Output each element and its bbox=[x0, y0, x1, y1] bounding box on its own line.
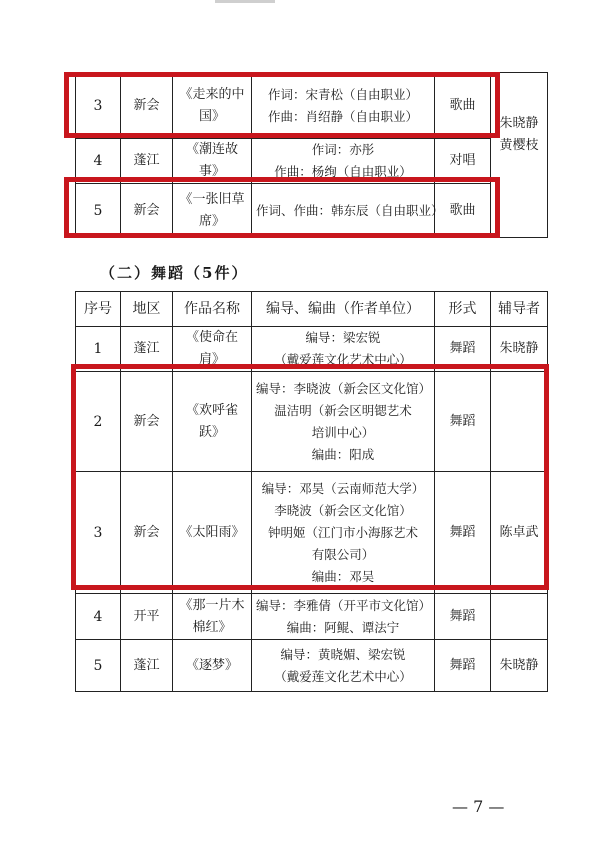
work-title-line: 《使命在肩》 bbox=[185, 330, 238, 367]
table-row bbox=[76, 472, 548, 594]
author-line: 作曲：肖绍静（自由职业） bbox=[267, 108, 418, 124]
table-row bbox=[76, 184, 548, 238]
form-cell: 舞蹈 bbox=[435, 372, 491, 472]
author-line: 培训中心） bbox=[311, 424, 375, 440]
row-number: 5 bbox=[76, 184, 121, 238]
row-number: 2 bbox=[76, 372, 121, 472]
work-title-line: 棉红》 bbox=[192, 619, 232, 635]
work-title-cell bbox=[173, 73, 252, 139]
work-title-line: 《一张旧草 bbox=[179, 191, 245, 207]
author-line: 编导：梁宏锐 bbox=[305, 330, 381, 345]
work-title-cell bbox=[173, 139, 252, 184]
section-title: （二）舞蹈（5件） bbox=[100, 264, 249, 282]
work-title-line: 国》 bbox=[198, 108, 225, 124]
work-title-line: 《潮连故事》 bbox=[185, 142, 238, 179]
tutor-cell: 陈卓武 bbox=[491, 472, 548, 594]
area-cell: 开平 bbox=[121, 594, 173, 640]
table-row bbox=[76, 594, 548, 640]
form-cell: 对唱 bbox=[435, 139, 491, 184]
author-line: 钟明姬（江门市小海豚艺术 bbox=[267, 524, 418, 540]
author-line: 编导：邓昊（云南师范大学） bbox=[261, 480, 425, 496]
author-cell bbox=[252, 184, 444, 238]
work-title-line: 席》 bbox=[198, 213, 225, 229]
author-line: 李晓波（新会区文化馆） bbox=[274, 502, 412, 518]
author-line: 温洁明（新会区明锶艺术 bbox=[274, 402, 412, 418]
tutor-cell: 朱晓静 bbox=[491, 640, 548, 692]
work-title-line: 《太阳雨》 bbox=[179, 524, 245, 540]
work-title-cell bbox=[173, 472, 252, 594]
form-cell: 舞蹈 bbox=[435, 640, 491, 692]
author-line: 作词、作曲：韩东辰（自由职业） bbox=[256, 202, 444, 218]
work-title-line: 《逐梦》 bbox=[185, 657, 238, 673]
author-line: 编导：李晓波（新会区文化馆） bbox=[256, 380, 432, 396]
work-title-line: 《那一片木 bbox=[179, 597, 245, 613]
songs-table bbox=[75, 72, 548, 238]
work-title-cell bbox=[173, 184, 252, 238]
work-title-line: 《欢呼雀跃》 bbox=[185, 402, 238, 440]
row-number: 3 bbox=[76, 73, 121, 139]
table-header-row bbox=[76, 292, 548, 327]
author-line: 作词：亦彤 bbox=[311, 142, 375, 157]
author-line: 编导：李雅倩（开平市文化馆） bbox=[256, 597, 432, 613]
row-number: 4 bbox=[76, 139, 121, 184]
area-cell: 蓬江 bbox=[121, 139, 173, 184]
author-line: 编曲：阿鲲、谭法宁 bbox=[286, 619, 400, 635]
author-line: 作词：宋青松（自由职业） bbox=[267, 86, 418, 102]
dance-table bbox=[75, 291, 548, 692]
work-title-cell bbox=[173, 594, 252, 640]
header-cell: 编导、编曲（作者单位） bbox=[252, 292, 435, 327]
author-line: 有限公司） bbox=[311, 546, 375, 562]
form-cell: 歌曲 bbox=[435, 73, 491, 139]
tutor-cell bbox=[491, 73, 548, 238]
table-row bbox=[76, 372, 548, 472]
header-cell: 作品名称 bbox=[173, 292, 252, 327]
author-line: 编导：黄晓媚、梁宏锐 bbox=[280, 646, 406, 662]
tutor-line: 朱晓静 bbox=[499, 116, 539, 131]
author-line: 作曲：杨绚（自由职业） bbox=[274, 164, 412, 179]
author-line: （戴爱莲文化艺术中心） bbox=[274, 668, 412, 684]
form-cell: 歌曲 bbox=[435, 184, 491, 238]
author-line: 编曲：阳成 bbox=[311, 446, 375, 462]
author-cell bbox=[252, 594, 435, 640]
work-title-line: 《走来的中 bbox=[179, 86, 245, 102]
work-title-cell bbox=[173, 327, 252, 372]
author-cell bbox=[252, 327, 435, 372]
tutor-cell: 朱晓静 bbox=[491, 327, 548, 372]
tutor-line: 黄樱枝 bbox=[499, 138, 539, 153]
work-title-cell bbox=[173, 640, 252, 692]
row-number: 3 bbox=[76, 472, 121, 594]
table-row bbox=[76, 327, 548, 372]
table-row bbox=[76, 640, 548, 692]
row-number: 4 bbox=[76, 594, 121, 640]
author-cell bbox=[252, 472, 435, 594]
author-cell bbox=[252, 640, 435, 692]
form-cell: 舞蹈 bbox=[435, 327, 491, 372]
header-cell: 形式 bbox=[435, 292, 491, 327]
header-cell: 地区 bbox=[121, 292, 173, 327]
author-cell bbox=[252, 372, 435, 472]
area-cell: 蓬江 bbox=[121, 327, 173, 372]
tutor-cell bbox=[491, 372, 548, 472]
form-cell: 舞蹈 bbox=[435, 594, 491, 640]
row-number: 1 bbox=[76, 327, 121, 372]
header-cell: 序号 bbox=[76, 292, 121, 327]
row-number: 5 bbox=[76, 640, 121, 692]
author-line: 编曲：邓吴 bbox=[311, 568, 375, 584]
tutor-cell bbox=[491, 594, 548, 640]
work-title-cell bbox=[173, 372, 252, 472]
area-cell: 新会 bbox=[121, 472, 173, 594]
header-cell: 辅导者 bbox=[491, 292, 548, 327]
area-cell: 新会 bbox=[121, 73, 173, 139]
form-cell: 舞蹈 bbox=[435, 472, 491, 594]
page-number: — 7 — bbox=[452, 797, 505, 816]
scan-artifact bbox=[215, 0, 275, 3]
table-row bbox=[76, 139, 548, 184]
author-cell bbox=[252, 139, 435, 184]
table-row bbox=[76, 73, 548, 139]
author-cell bbox=[252, 73, 435, 139]
area-cell: 新会 bbox=[121, 372, 173, 472]
area-cell: 新会 bbox=[121, 184, 173, 238]
area-cell: 蓬江 bbox=[121, 640, 173, 692]
author-line: （戴爱莲文化艺术中心） bbox=[274, 352, 412, 367]
